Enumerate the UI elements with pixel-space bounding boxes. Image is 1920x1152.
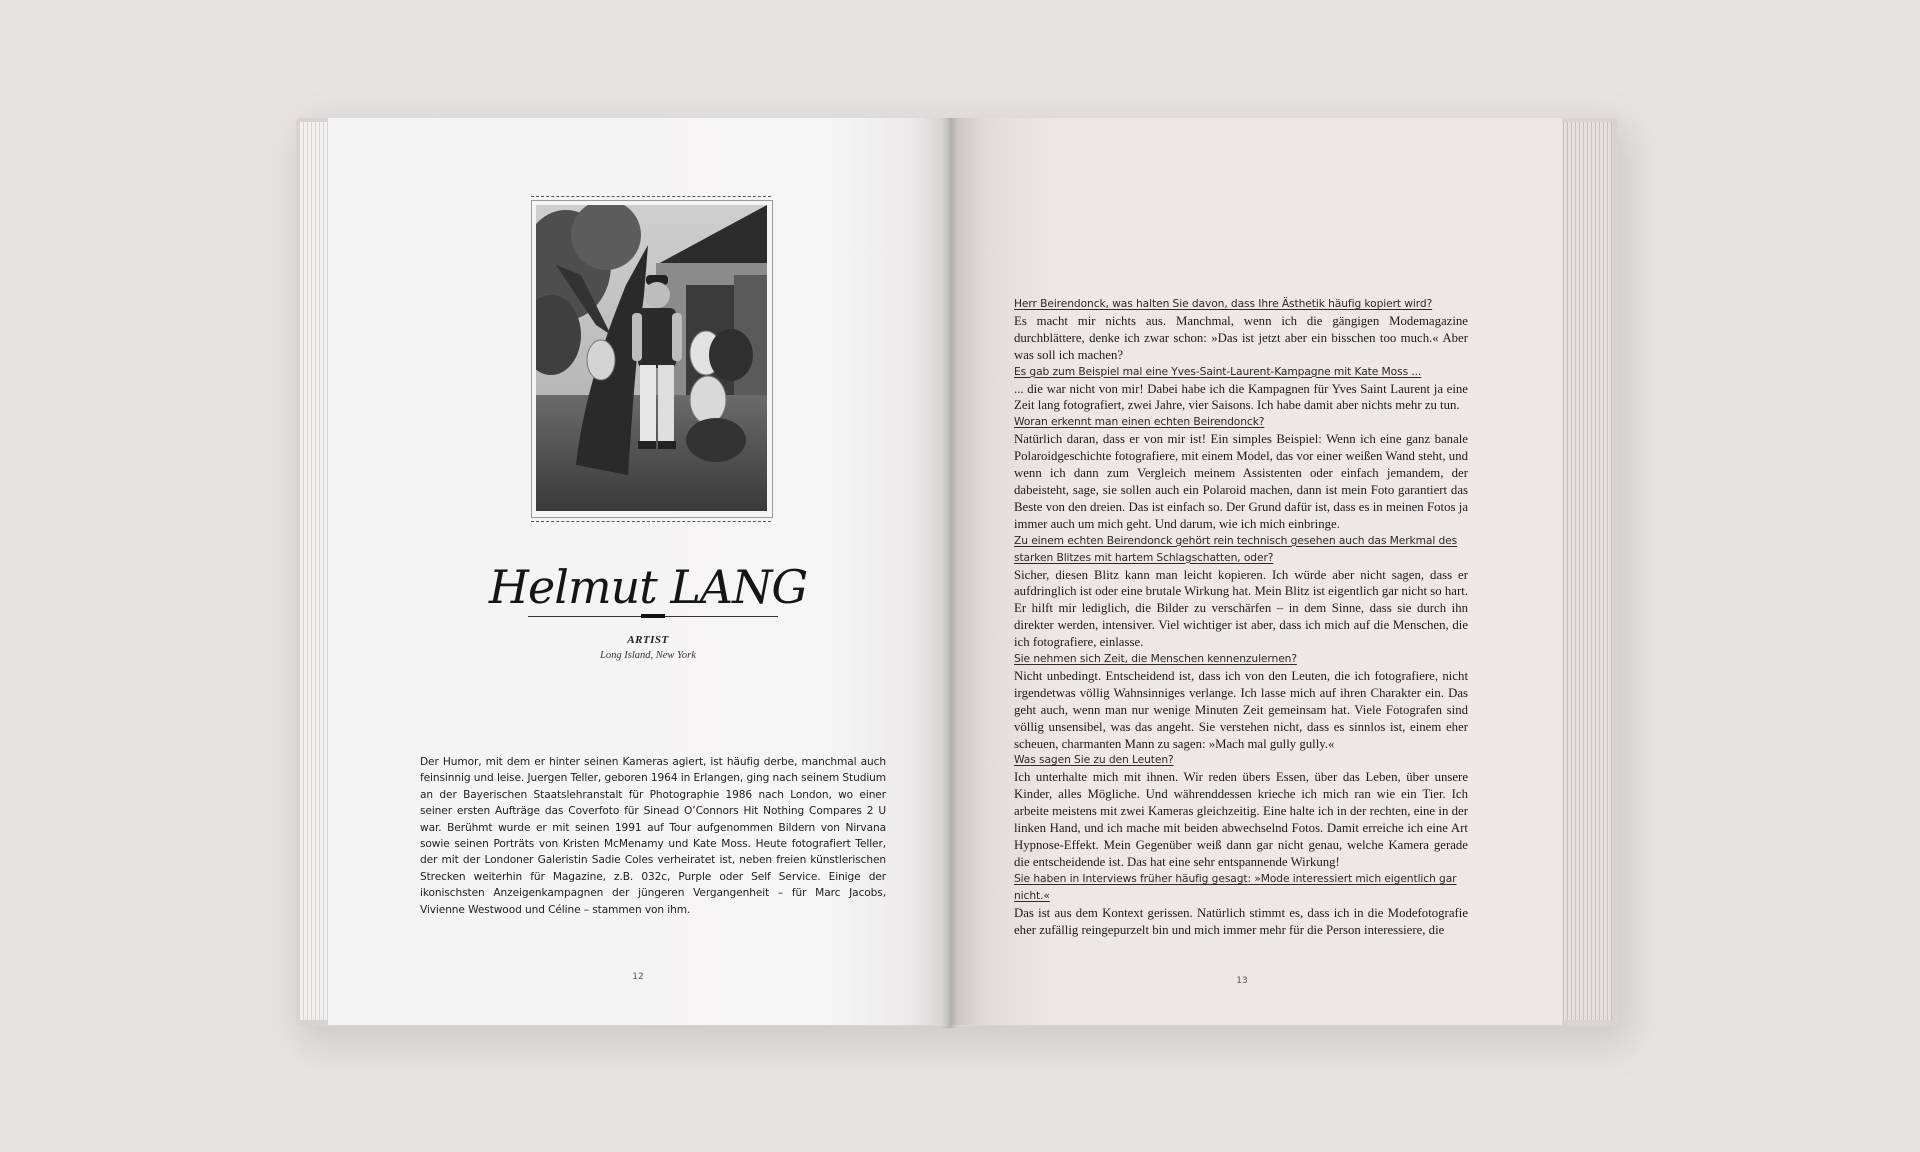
interview-question: Zu einem echten Beirendonck gehört rein technisch gesehen auch das Merkmal des starken Blitzes mit hartem Schlagschatten, oder?	[1014, 533, 1458, 564]
interview-answer: Nicht unbedingt. Entscheidend ist, dass ich von den Leuten, die ich fotografiere, nicht irgendetwas völlig Wahnsinniges verlange. Ich lasse mich auf ihren Charakter ein. Das geht auch, wenn man nur wenige Minuten Zeit gemeinsam hat. Viele Fotografen sind völlig unsensibel, was das angeht. Sie verstehen nicht, dass es sinnlos ist, einem eher scheuen, charmanten Mann zu sagen: »Mach mal gully gully.«	[1014, 668, 1468, 751]
portrait-photo	[536, 205, 767, 511]
artist-name	[388, 560, 908, 614]
artist-role: ARTIST	[627, 634, 669, 646]
interview-text	[1014, 296, 1468, 938]
interview-question: Woran erkennt man einen echten Beirendonck?	[1014, 415, 1265, 429]
interview-question: Was sagen Sie zu den Leuten?	[1014, 753, 1174, 767]
artist-first-name: Helmut	[488, 560, 657, 614]
interview-question: Sie nehmen sich Zeit, die Menschen kennenzulernen?	[1014, 652, 1297, 666]
artist-bio: Der Humor, mit dem er hinter seinen Kameras agiert, ist häufig derbe, manchmal auch feinsinnig und leise. Juergen Teller, geboren 1964 in Erlangen, ging nach seinem Studium an der Bayerischen Staatslehranstalt für Photographie 1986 nach London, wo einer seiner ersten Aufträge das Coverfoto für Sinead O’Connors Hit Nothing Compares 2 U war. Berühmt wurde er mit seinen 1991 auf Tour aufgenommen Bildern von Nirvana sowie seinen Porträts von Kristen McMenamy und Kate Moss. Heute fotografiert Teller, der mit der Londoner Galeristin Sadie Coles verheiratet ist, neben freien künstlerischen Strecken weiterhin für Magazine, z.B. 032c, Purple oder Self Service. Einige der ikonischsten Anzeigenkampagnen der jüngeren Vergangenheit – für Marc Jacobs, Vivienne Westwood und Céline – stammen von ihm.	[420, 756, 886, 916]
interview-question: Herr Beirendonck, was halten Sie davon, dass Ihre Ästhetik häufig kopiert wird?	[1014, 297, 1433, 310]
photo-frame-bottom-rule	[531, 521, 771, 522]
artist-last-name: LANG	[670, 560, 808, 614]
title-rule-mark	[641, 614, 665, 618]
interview-answer: ... die war nicht von mir! Dabei habe ich die Kampagnen für Yves Saint Laurent ja eine Zeit lang fotografiert, zwei Jahre, vier Saisons. Ich habe damit aber nichts mehr zu tun.	[1014, 381, 1468, 413]
page-number-left: 12	[632, 972, 644, 982]
page-number-right: 13	[1236, 976, 1248, 986]
interview-question: Sie haben in Interviews früher häufig gesagt: »Mode interessiert mich eigentlich gar nicht.«	[1014, 871, 1457, 902]
interview-question: Es gab zum Beispiel mal eine Yves-Saint-Laurent-Kampagne mit Kate Moss ...	[1014, 364, 1422, 378]
interview-answer: Sicher, diesen Blitz kann man leicht kopieren. Ich würde aber nicht sagen, dass er aufdringlich ist oder eine brutale Wirkung hat. Mein Blitz ist eigentlich gar nicht so hart. Er hilft mir lediglich, die Bilder zu verschärfen – in dem Sinne, dass sie durch ihn direkter werden, intensiver. Viel wichtiger ist aber, dass ich mich auf die Menschen, die ich fotografiere, einlasse.	[1014, 567, 1468, 650]
interview-answer: Es macht mir nichts aus. Manchmal, wenn ich die gängigen Modemagazine durchblättere, denke ich zwar schon: »Das ist jetzt aber ein bisschen too much.« Aber was soll ich machen?	[1014, 313, 1468, 362]
interview-answer: Das ist aus dem Kontext gerissen. Natürlich stimmt es, dass ich in die Modefotografie eher zufällig reingepurzelt bin und mich immer mehr für die Person interessiere, die	[1014, 905, 1468, 937]
book-gutter	[942, 118, 958, 1028]
photo-frame-top-rule	[531, 196, 771, 197]
artist-location: Long Island, New York	[600, 650, 696, 661]
left-page	[328, 118, 950, 1025]
interview-answer: Ich unterhalte mich mit ihnen. Wir reden übers Essen, über das Leben, über unsere Kinder, alles Mögliche. Und währenddessen krieche ich mich ran wie ein Tier. Ich arbeite meistens mit zwei Kameras gleichzeitig. Eine halte ich in der rechten, eine in der linken Hand, und ich mache mit beiden abwechselnd Fotos. Damit erreiche ich eine Art Hypnose-Effekt. Mein Gegenüber weiß dann gar nicht genau, welche Kamera gerade die entscheidende ist. Das hat eine sehr entspannende Wirkung!	[1014, 770, 1468, 869]
interview-answer: Natürlich daran, dass er von mir ist! Ein simples Beispiel: Wenn ich eine ganz banale Polaroidgeschichte fotografiere, mit einem Model, das vor einer weißen Wand steht, und wenn ich dann zum Vergleich meinem Assistenten oder einfach jemandem, der dabeisteht, sage, sie sollen auch ein Polaroid machen, dann ist mein Foto garantiert das Beste von den dreien. Das ist einfach so. Der Grund dafür ist, dass es in meinen Fotos ja immer auch um mich geht. Und darum, wie ich mich einbringe.	[1014, 432, 1468, 531]
right-page	[950, 118, 1562, 1025]
